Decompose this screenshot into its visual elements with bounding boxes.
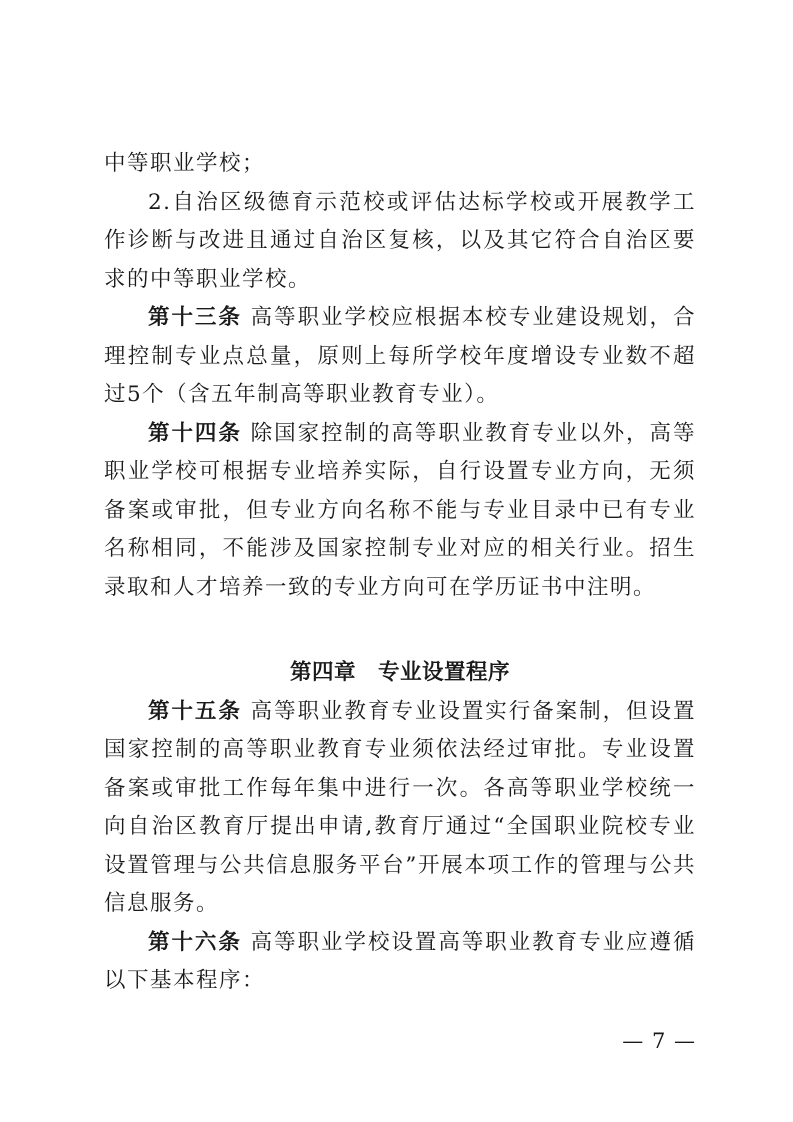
chapter-heading: [104, 654, 696, 693]
document-body: [104, 145, 696, 1001]
article-label: 第十四条: [148, 420, 242, 446]
paragraph-item-2: [104, 184, 696, 300]
chapter-number: 第四章: [289, 660, 356, 685]
chapter-title: 专业设置程序: [378, 660, 511, 685]
article-label: 第十三条: [148, 305, 242, 330]
article-16: [104, 924, 696, 1001]
article-label: 第十五条: [148, 698, 242, 724]
paragraph-text: 2.自治区级德育示范校或评估达标学校或开展教学工作诊断与改进且通过自治区复核，以及其它符合自治区要求的中等职业学校。: [104, 189, 696, 292]
article-13: [104, 299, 696, 415]
paragraph-school-continuation: [104, 145, 696, 184]
article-text: 除国家控制的高等职业教育专业以外，高等职业学校可根据专业培养实际，自行设置专业方向，无须备案或审批，但专业方向名称不能与专业目录中已有专业名称相同，不能涉及国家控制专业对应的相关行业。招生录取和人才培养一致的专业方向可在学历证书中注明。: [104, 420, 696, 600]
article-14: [104, 415, 696, 608]
article-text: 高等职业学校应根据本校专业建设规划，合理控制专业点总量，原则上每所学校年度增设专业数不超过5个（含五年制高等职业教育专业）。: [104, 305, 696, 407]
page-number: — 7 —: [622, 1029, 696, 1053]
paragraph-text: 中等职业学校；: [104, 151, 266, 176]
article-label: 第十六条: [148, 929, 242, 955]
article-text: 高等职业学校设置高等职业教育专业应遵循以下基本程序：: [104, 929, 696, 993]
article-text: 高等职业教育专业设置实行备案制，但设置国家控制的高等职业教育专业须依法经过审批。专业设置备案或审批工作每年集中进行一次。各高等职业学校统一向自治区教育厅提出申请,教育厅通过“全国职业院校专业设置管理与公共信息服务平台”开展本项工作的管理与公共信息服务。: [104, 698, 696, 916]
article-15: [104, 693, 696, 924]
